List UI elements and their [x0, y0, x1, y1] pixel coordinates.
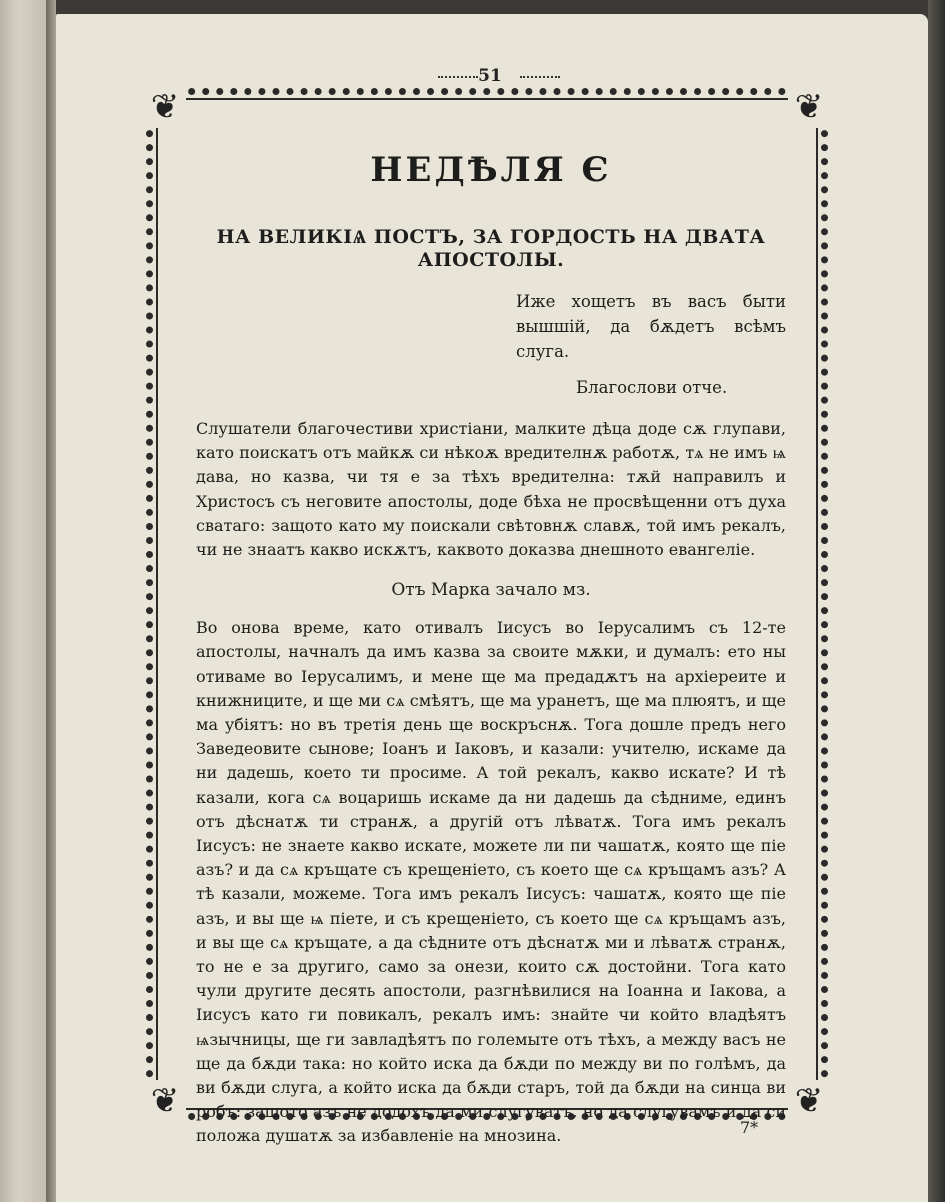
- blessing-line: Благослови отче.: [576, 378, 728, 397]
- page-title: НЕДѢЛЯ Є: [370, 150, 612, 190]
- corner-ornament-icon: ❦: [144, 1080, 186, 1122]
- page-content: [196, 140, 786, 1149]
- page-subtitle: НА ВЕЛИКІѦ ПОСТЪ, ЗА ГОРДОСТЬ НА ДВАТА АПОСТОЛЫ.: [216, 226, 766, 271]
- laurel-ornament-right: [520, 76, 560, 84]
- left-page-edge: [0, 0, 46, 1202]
- corner-ornament-icon: ❦: [788, 86, 830, 128]
- gospel-reading-paragraph: Во онова време, като отивалъ Іисусъ во Іерусалимъ съ 12-те апостолы, начналъ да имъ казва за своите мѫки, и думалъ: ето ны отиваме во Іерусалимъ, и мене ще ма предадѫтъ на архіереите и книжниците, и ще ми сѧ смѣятъ, ще ма уранетъ, ще ма плюятъ, и ще ма убіятъ: но въ третія день ще воскръснѫ. Тога дошле предъ него Заведеовите сынове; Іоанъ и Іаковъ, и казали: учителю, искаме да ни дадешь, което ти просиме. А той рекалъ, какво искате? И тѣ казали, кога сѧ воцаришь искаме да ни дадешь да сѣдниме, единъ отъ дѣснатѫ ти странѫ, а другій отъ лѣватѫ. Тога имъ рекалъ Іисусъ: не знаете какво искате, можете ли пи чашатѫ, коятo ще піе азъ? и да сѧ кръщате съ крещеніето, съ което ще сѧ кръщамъ азъ? А тѣ казали, можеме. Тога имъ рекалъ Іисусъ: чашатѫ, коятo ще піе азъ, и вы ще ѩ піете, и съ крещеніето, съ което ще сѧ кръщамъ азъ, и вы ще сѧ кръщате, а да сѣдните отъ дѣснатѫ ми и лѣватѫ странѫ, то не е за другиго, само за онези, които сѫ достойни. Тога като чули другите десять апостоли, разгнѣвилися на Іоанна и Іакова, а Іисусъ като ги повикалъ, рекалъ имъ: знайте чи който владѣятъ ѩзычницы, ще ги завладѣятъ по големыте отъ тѣхъ, а между васъ не ще да бѫди така: но който иска да бѫди по между ви по голѣмъ, да ви бѫди слуга, а който иска да бѫди старъ, той да бѫди на синца ви робъ: защото азъ не додохъ да ми слугуватъ, но да слугувамъ и да си положа душатѫ за избавленіе на мнозина.: [196, 618, 786, 1146]
- page-number: 51: [478, 66, 502, 86]
- book-gutter: [46, 0, 56, 1202]
- intro-paragraph: Слушатели благочестиви христіани, малките дѣца доде сѫ глупави, като поискатъ отъ майкѫ си нѣкоѫ вредителнѫ работѫ, тѧ не имъ ѩ дава, но казва, чи тя е за тѣхъ вредителна: тѫй направилъ и Христосъ съ неговите апостолы, доде бѣха не просвѣщенни отъ духа сватаго: защото като му поискали свѣтовнѫ славѫ, той имъ рекалъ, чи не знаатъ какво искѫтъ, каквото доказва днешното евангеліе.: [196, 419, 786, 560]
- right-page-edge: [928, 0, 945, 1202]
- signature-mark: 7*: [740, 1118, 759, 1137]
- reading-title: Отъ Марка зачало мз.: [391, 580, 591, 601]
- corner-ornament-icon: ❦: [788, 1080, 830, 1122]
- corner-ornament-icon: ❦: [144, 86, 186, 128]
- epigraph: Иже хощетъ въ васъ быти вышшій, да бѫдетъ всѣмъ слуга.: [516, 292, 786, 361]
